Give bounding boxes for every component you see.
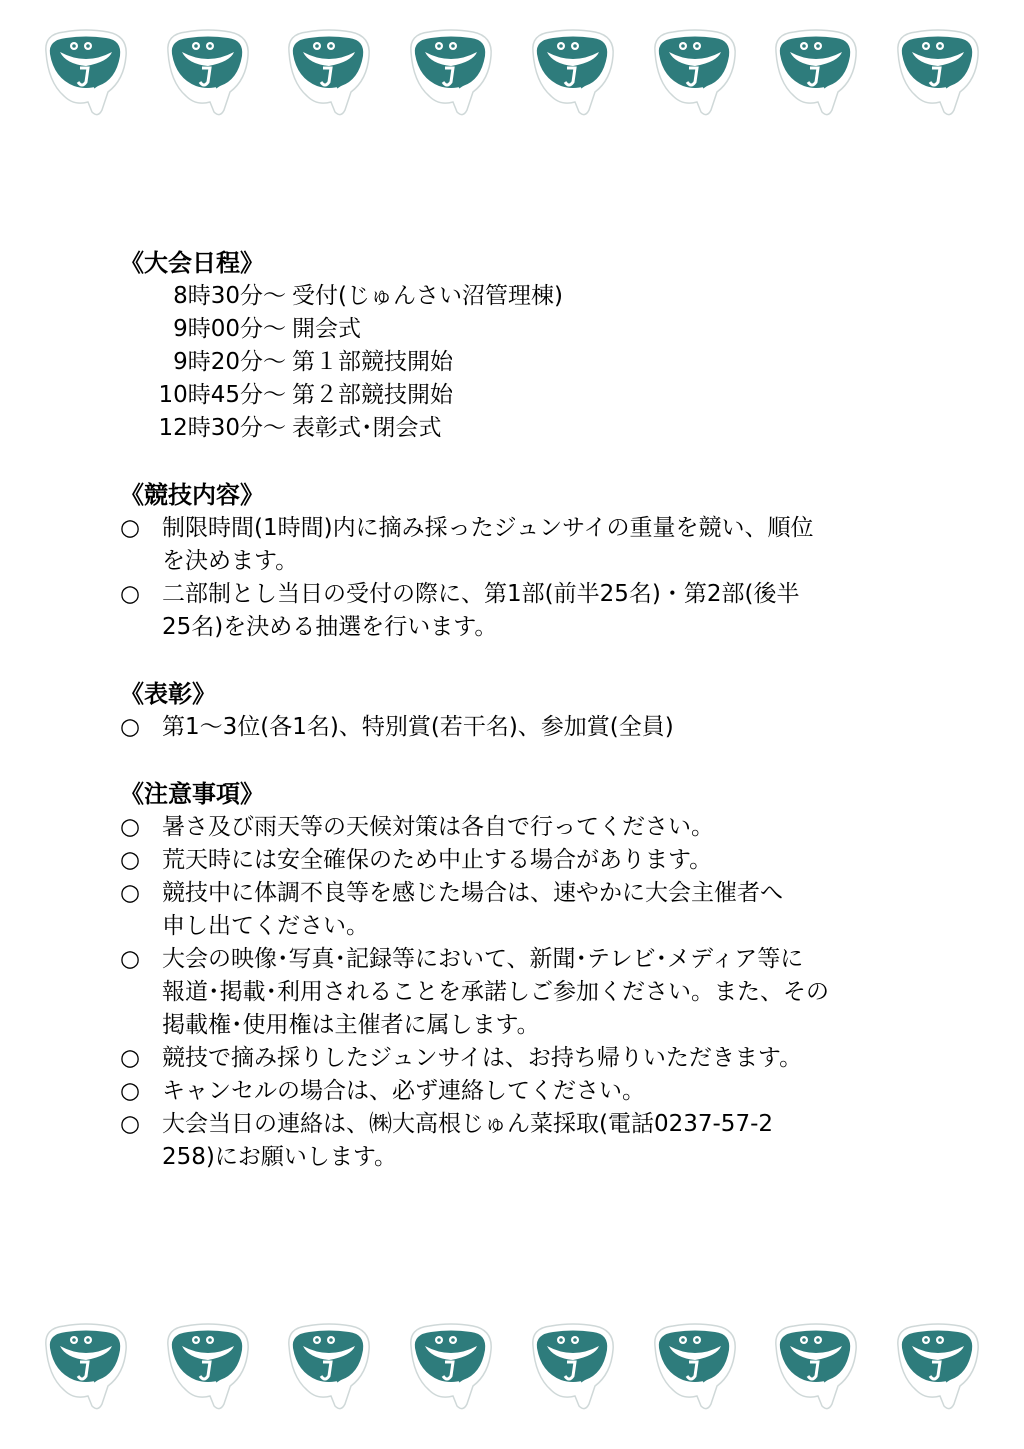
bullet-circle-icon: ○ — [120, 515, 141, 541]
mascot-icon — [645, 1316, 745, 1416]
awards-list — [120, 711, 920, 744]
awards-item — [120, 711, 920, 744]
mascot-icon — [645, 22, 745, 122]
schedule-section — [120, 246, 920, 445]
notes-section — [120, 777, 920, 1174]
contest-section — [120, 478, 920, 644]
notes-item-text: 競技中に体調不良等を感じた場合は、速やかに大会主催者へ 申し出てください。 — [162, 880, 783, 939]
contest-item — [120, 578, 920, 644]
awards-section — [120, 677, 920, 744]
schedule-text: 第２部競技開始 — [292, 382, 453, 408]
awards-item-text: 第1～3位(各1名)、特別賞(若干名)、参加賞(全員) — [162, 714, 674, 740]
mascot-icon — [766, 22, 866, 122]
contest-item-text: 二部制とし当日の受付の際に、第1部(前半25名)・第2部(後半 25名)を決める抽選を行います。 — [162, 581, 800, 640]
schedule-text: 受付(じゅんさい沼管理棟) — [292, 283, 563, 309]
mascot-icon — [158, 22, 258, 122]
mascot-icon — [279, 1316, 379, 1416]
schedule-time: 8時30分～ — [173, 283, 286, 309]
mascot-icon — [36, 1316, 136, 1416]
notes-item — [120, 943, 920, 1042]
bullet-circle-icon: ○ — [120, 1045, 141, 1071]
awards-heading: 《表彰》 — [120, 680, 216, 708]
mascot-icon — [523, 1316, 623, 1416]
bullet-circle-icon: ○ — [120, 1078, 141, 1104]
schedule-row — [120, 346, 920, 379]
schedule-text: 第１部競技開始 — [292, 349, 453, 375]
schedule-row — [120, 280, 920, 313]
schedule-row — [120, 412, 920, 445]
mascot-icon — [158, 1316, 258, 1416]
notes-item — [120, 844, 920, 877]
notes-item-text: 荒天時には安全確保のため中止する場合があります。 — [162, 847, 713, 873]
schedule-list — [120, 280, 920, 445]
schedule-text: 開会式 — [292, 316, 361, 342]
bullet-circle-icon: ○ — [120, 814, 141, 840]
document-body — [120, 246, 920, 1207]
bullet-circle-icon: ○ — [120, 880, 141, 906]
top-mascot-border — [36, 22, 988, 118]
bullet-circle-icon: ○ — [120, 714, 141, 740]
notes-item — [120, 1075, 920, 1108]
bottom-mascot-border — [36, 1316, 988, 1412]
notes-list — [120, 811, 920, 1174]
schedule-row — [120, 313, 920, 346]
mascot-icon — [36, 22, 136, 122]
schedule-time: 10時45分～ — [158, 382, 286, 408]
notes-item — [120, 1042, 920, 1075]
mascot-icon — [401, 1316, 501, 1416]
mascot-icon — [279, 22, 379, 122]
contest-list — [120, 512, 920, 644]
notes-item-text: 暑さ及び雨天等の天候対策は各自で行ってください。 — [162, 814, 714, 840]
bullet-circle-icon: ○ — [120, 946, 141, 972]
bullet-circle-icon: ○ — [120, 581, 141, 607]
bullet-circle-icon: ○ — [120, 1111, 141, 1137]
schedule-row — [120, 379, 920, 412]
notes-item-text: 大会の映像･写真･記録等において、新聞･テレビ･メディア等に 報道･掲載･利用されることを承諾しご参加ください。また、その 掲載権･使用権は主催者に属します。 — [162, 946, 829, 1038]
notes-item — [120, 1108, 920, 1174]
mascot-icon — [888, 1316, 988, 1416]
notes-item-text: 競技で摘み採りしたジュンサイは、お持ち帰りいただきます。 — [162, 1045, 803, 1071]
schedule-heading: 《大会日程》 — [120, 249, 264, 277]
schedule-time: 9時00分～ — [173, 316, 286, 342]
notes-item — [120, 811, 920, 844]
schedule-text: 表彰式･閉会式 — [292, 415, 442, 441]
notes-item-text: 大会当日の連絡は、㈱大高根じゅん菜採取(電話0237-57-2 258)にお願いします。 — [162, 1111, 774, 1170]
contest-heading: 《競技内容》 — [120, 481, 264, 509]
schedule-time: 12時30分～ — [158, 415, 286, 441]
bullet-circle-icon: ○ — [120, 847, 141, 873]
contest-item-text: 制限時間(1時間)内に摘み採ったジュンサイの重量を競い、順位 を決めます。 — [162, 515, 814, 574]
mascot-icon — [766, 1316, 866, 1416]
contest-item — [120, 512, 920, 578]
notes-heading: 《注意事項》 — [120, 780, 264, 808]
mascot-icon — [523, 22, 623, 122]
notes-item — [120, 877, 920, 943]
mascot-icon — [401, 22, 501, 122]
notes-item-text: キャンセルの場合は、必ず連絡してください。 — [162, 1078, 645, 1104]
mascot-icon — [888, 22, 988, 122]
schedule-time: 9時20分～ — [173, 349, 286, 375]
